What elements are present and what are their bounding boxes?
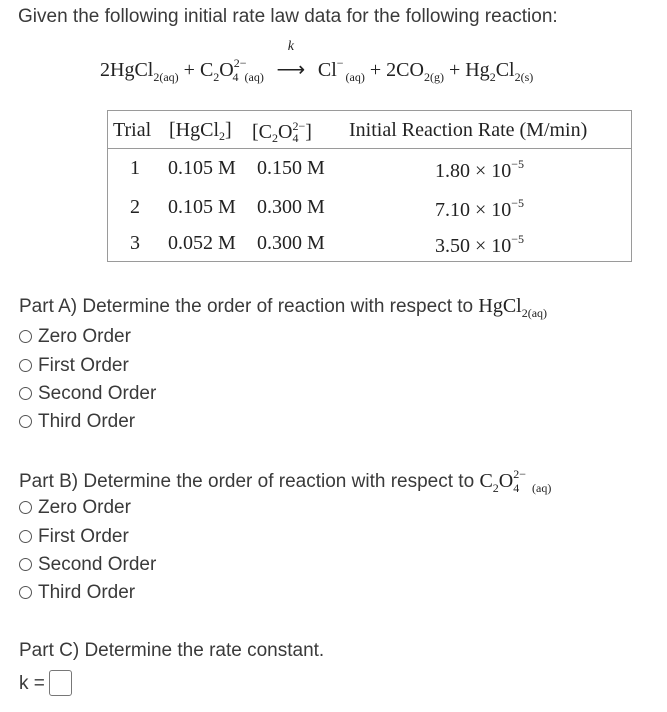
radio-icon[interactable] (19, 415, 32, 428)
part-b-option-second[interactable]: Second Order (19, 554, 156, 576)
radio-icon[interactable] (19, 586, 32, 599)
reaction-equation (100, 39, 534, 85)
radio-icon[interactable] (19, 501, 32, 514)
part-c-title: Part C) Determine the rate constant. (19, 640, 325, 661)
row3-trial: 3 (130, 232, 140, 254)
row2-trial: 2 (130, 196, 140, 218)
part-a-option-second[interactable]: Second Order (19, 383, 156, 405)
row3-rate: $3.50 \times 10^{-5}$ (435, 232, 525, 257)
part-b-option-zero[interactable]: Zero Order (19, 497, 131, 519)
part-a-option-zero[interactable]: Zero Order (19, 326, 131, 348)
rate-data-table (107, 110, 632, 262)
table-header-row (108, 111, 631, 149)
product-co2: $2CO_{2(g)}$ (386, 59, 444, 84)
part-a-title: Part A) Determine the order of reaction with respect to HgCl$_{2(aq)}$ (19, 295, 548, 320)
row3-hgcl2: 0.052 M (168, 232, 236, 254)
part-b-option-third[interactable]: Third Order (19, 582, 135, 604)
row2-rate: $7.10 \times 10^{-5}$ (435, 196, 525, 221)
part-a-option-first[interactable]: First Order (19, 355, 129, 377)
reactant-hgcl2: 2HgCl$_{2(aq)}$ (100, 59, 179, 84)
product-chloride: $Cl^-_{(aq)}$ (317, 56, 365, 84)
radio-icon[interactable] (19, 330, 32, 343)
plus-sign: + (369, 59, 382, 81)
row3-oxalate: 0.300 M (257, 232, 325, 254)
part-b-title: Part B) Determine the order of reaction with respect to $C_2O_4^{2-}_{(aq)}$ (19, 467, 552, 495)
row2-oxalate: 0.300 M (257, 196, 325, 218)
plus-sign: + (183, 59, 195, 81)
row2-hgcl2: 0.105 M (168, 196, 236, 218)
row1-trial: 1 (130, 157, 140, 179)
rate-constant-input[interactable] (49, 670, 72, 696)
row1-oxalate: 0.150 M (257, 157, 325, 179)
product-hg2cl2: $Hg_2Cl_{2(s)}$ (465, 59, 534, 84)
radio-icon[interactable] (19, 530, 32, 543)
question-intro: Given the following initial rate law data for the following reaction: (18, 6, 558, 27)
part-a-option-third[interactable]: Third Order (19, 411, 135, 433)
radio-icon[interactable] (19, 387, 32, 400)
plus-sign: + (448, 59, 461, 81)
row1-hgcl2: 0.105 M (168, 157, 236, 179)
reactant-oxalate: $C_2O^{2-}_4$ $_{(aq)}$ (199, 56, 264, 84)
row1-rate: $1.80 \times 10^{-5}$ (435, 157, 525, 182)
radio-icon[interactable] (19, 558, 32, 571)
header-hgcl2: [HgCl$_2$] (169, 119, 232, 143)
k-label: k = (19, 673, 45, 694)
reaction-arrow: k ⟶ (276, 39, 306, 81)
radio-icon[interactable] (19, 359, 32, 372)
part-b-option-first[interactable]: First Order (19, 526, 129, 548)
header-oxalate: $[C_2O_4^{2-}]$ (252, 119, 312, 145)
header-trial: Trial (113, 119, 152, 141)
rate-constant-row (19, 670, 72, 696)
header-rate: Initial Reaction Rate (M/min) (349, 119, 588, 141)
